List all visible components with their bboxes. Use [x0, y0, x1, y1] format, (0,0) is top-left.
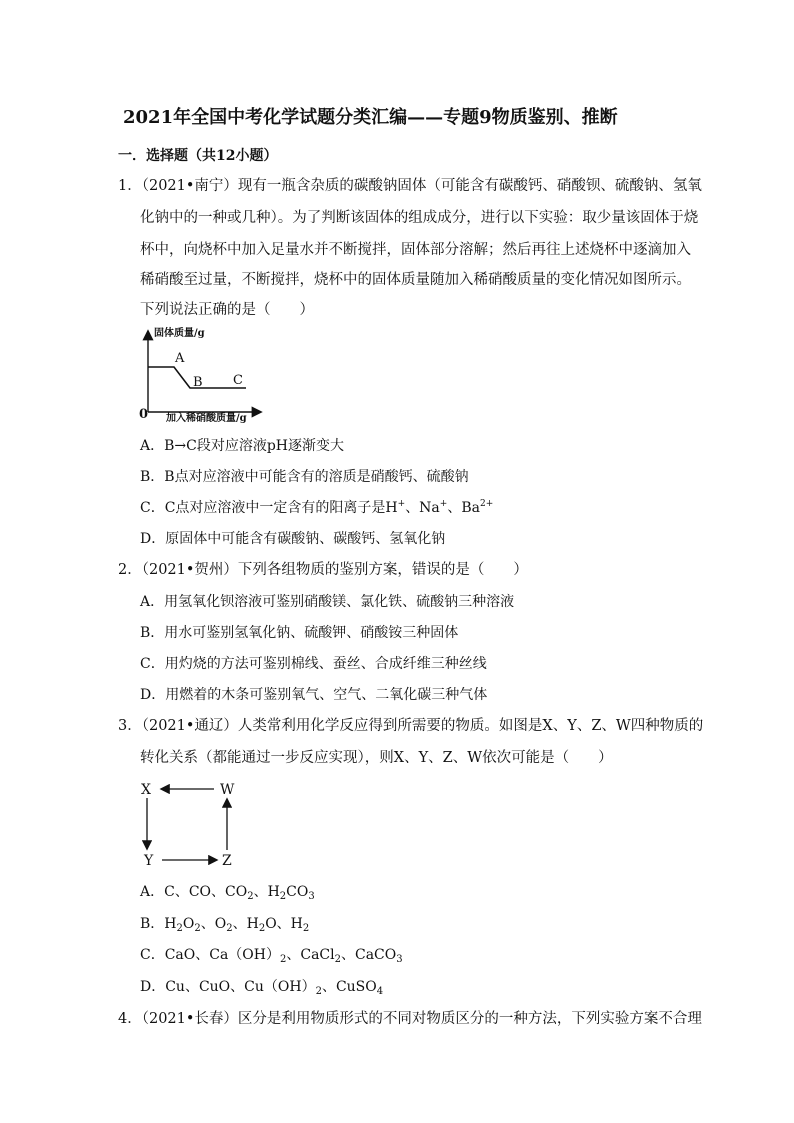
node-y: Y: [144, 853, 154, 869]
q4-line-1: 4．（2021•长春）区分是利用物质形式的不同对物质区分的一种方法，下列实验方案不合理: [118, 1011, 702, 1027]
q3-d-sub: 4: [376, 986, 384, 997]
q1-option-c-sup-1: +: [397, 499, 406, 509]
q3-option-b: [140, 914, 309, 934]
document-title: 2021年全国中考化学试题分类汇编——专题9物质鉴别、推断: [123, 107, 618, 128]
section-heading: 一．选择题（共12小题）: [118, 148, 278, 164]
q3-c-sub: 2: [334, 954, 341, 965]
q3-b-sub: 2: [176, 923, 183, 934]
origin-label: 0: [139, 407, 149, 422]
q3-d-sub: 2: [315, 986, 322, 997]
q1-option-c-ba: 、Ba: [447, 500, 480, 516]
q3-a-sub: 2: [247, 891, 254, 902]
q3-a-part: CO: [286, 884, 309, 900]
q1-line-2: 化钠中的一种或几种）。为了判断该固体的组成成分，进行以下实验：取少量该固体于烧: [140, 210, 699, 226]
q3-b-sub: 2: [194, 923, 201, 934]
node-x: X: [141, 782, 151, 798]
q1-line-4: 稀硝酸至过量，不断搅拌，烧杯中的固体质量随加入稀硝酸质量的变化情况如图所示。: [140, 272, 691, 288]
q3-option-a: [140, 882, 315, 902]
point-c-label: C: [233, 373, 243, 388]
q3-c-part: 、CaCO: [341, 947, 397, 963]
q3-d-part: 、CuSO: [321, 979, 377, 995]
q3-b-sub: 2: [258, 923, 266, 934]
point-b-label: B: [193, 375, 203, 390]
q3-b-part: O: [182, 916, 195, 932]
q3-d-part: D．Cu、CuO、Cu（OH）: [140, 979, 316, 995]
node-w: W: [220, 782, 235, 798]
point-a-label: A: [175, 351, 185, 366]
y-axis-label: 固体质量/g: [154, 328, 205, 339]
q1-line-5: 下列说法正确的是（ ）: [140, 302, 314, 318]
q2-option-d: D．用燃着的木条可鉴别氧气、空气、二氧化碳三种气体: [140, 687, 488, 703]
q1-option-c: [140, 498, 493, 518]
q1-mass-graph: [138, 326, 268, 426]
q3-b-part: 、H: [232, 916, 259, 932]
q3-c-part: C．CaO、Ca（OH）: [140, 947, 280, 963]
q3-b-part: B．H: [140, 916, 177, 932]
q3-a-sub: 2: [279, 891, 287, 902]
q1-option-c-sup-3: 2+: [479, 499, 494, 509]
q2-option-b: B．用水可鉴别氢氧化钠、硫酸钾、硝酸铵三种固体: [140, 625, 459, 641]
q3-a-part: 、H: [253, 884, 280, 900]
q1-option-c-na: 、Na: [405, 500, 440, 516]
q3-b-part: O、H: [265, 916, 303, 932]
q1-option-c-sup-2: +: [439, 499, 448, 509]
q3-line-1: 3．（2021•通辽）人类常利用化学反应得到所需要的物质。如图是X、Y、Z、W四种物质的: [118, 718, 704, 734]
q2-option-c: C．用灼烧的方法可鉴别棉线、蚕丝、合成纤维三种丝线: [140, 656, 487, 672]
q2-line-1: 2．（2021•贺州）下列各组物质的鉴别方案，错误的是（ ）: [118, 562, 528, 578]
q3-option-c: [140, 945, 403, 965]
q2-option-a: A．用氢氧化钡溶液可鉴别硝酸镁、氯化铁、硫酸钠三种溶液: [140, 594, 515, 610]
q1-option-d: D．原固体中可能含有碳酸钠、碳酸钙、氢氧化钠: [140, 531, 446, 547]
q3-b-part: 、O: [200, 916, 227, 932]
x-axis-label: 加入稀硝酸质量/g: [166, 413, 247, 424]
q3-c-part: 、CaCl: [286, 947, 335, 963]
q3-c-sub: 3: [396, 954, 403, 965]
q1-line-1: 1．（2021•南宁）现有一瓶含杂质的碳酸钠固体（可能含有碳酸钙、硝酸钡、硫酸钠、氢氧: [118, 178, 702, 194]
q3-conversion-diagram: [136, 776, 246, 872]
q1-option-c-text: C．C点对应溶液中一定含有的阳离子是H: [140, 500, 398, 516]
q1-line-3: 杯中，向烧杯中加入足量水并不断搅拌，固体部分溶解；然后再往上述烧杯中逐滴加入: [140, 242, 691, 258]
node-z: Z: [222, 853, 232, 869]
q3-b-sub: 2: [226, 923, 233, 934]
q3-a-sub: 3: [308, 891, 315, 902]
q3-a-part: A．C、CO、CO: [140, 884, 248, 900]
q3-option-d: [140, 977, 383, 997]
q1-option-a: A．B→C段对应溶液pH逐渐变大: [140, 438, 345, 454]
q3-c-sub: 2: [280, 954, 287, 965]
q1-option-b: B．B点对应溶液中可能含有的溶质是硝酸钙、硫酸钠: [140, 469, 469, 485]
q3-line-2: 转化关系（都能通过一步反应实现），则X、Y、Z、W依次可能是（ ）: [140, 750, 613, 766]
q3-b-sub: 2: [302, 923, 310, 934]
